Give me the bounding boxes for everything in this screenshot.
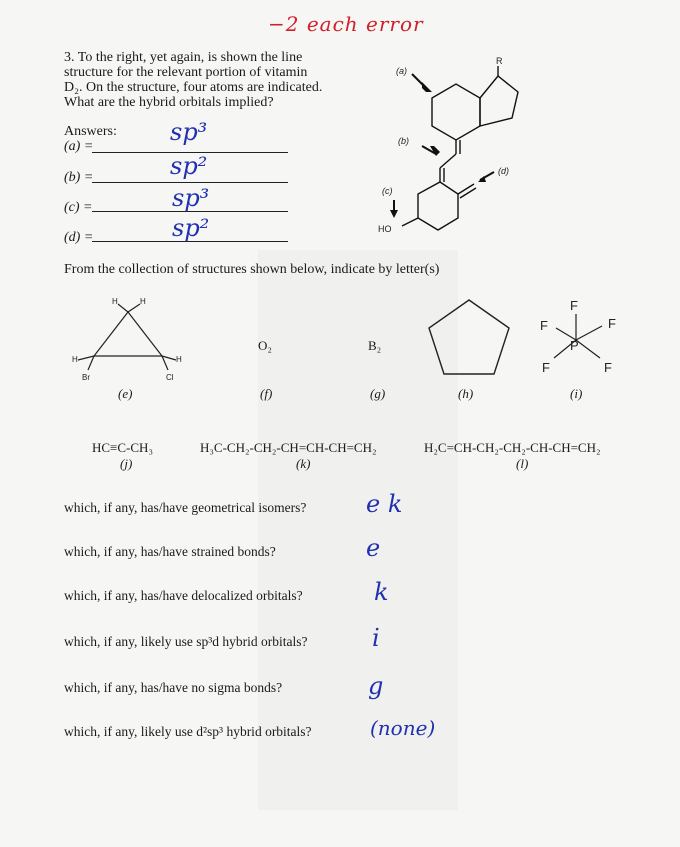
question-line-1: 3. To the right, yet again, is shown the line xyxy=(64,50,303,65)
collection-instruction: From the collection of structures shown below, indicate by letter(s) xyxy=(64,262,440,277)
structure-i-pf5 xyxy=(530,292,630,382)
answer-b-value: sp² xyxy=(170,152,208,180)
question-geometrical-isomers: which, if any, has/have geometrical isomers? xyxy=(64,500,307,515)
answer-geometrical-isomers: e k xyxy=(366,490,403,518)
answer-delocalized-orbitals: k xyxy=(374,578,389,606)
atom-cl: Cl xyxy=(166,373,174,382)
label-b: (b) xyxy=(398,136,409,146)
answer-a-label: (a) = xyxy=(64,139,94,154)
answers-label: Answers: xyxy=(64,124,117,139)
label-d: (d) xyxy=(498,166,509,176)
answer-d-value: sp² xyxy=(172,214,210,242)
grading-note: −2 each error xyxy=(268,12,424,36)
answer-no-sigma-bonds: g xyxy=(368,672,384,700)
letter-j: (j) xyxy=(120,456,133,471)
label-a: (a) xyxy=(396,66,407,76)
label-r: R xyxy=(496,56,503,66)
letter-i: (i) xyxy=(570,386,583,401)
question-line-2: structure for the relevant portion of vitamin xyxy=(64,65,308,80)
arrow-a xyxy=(422,82,432,92)
hydrindane-five-ring xyxy=(480,76,518,126)
answer-c-label: (c) = xyxy=(64,200,93,215)
atom-h2: H xyxy=(140,297,146,306)
question-no-sigma-bonds: which, if any, has/have no sigma bonds? xyxy=(64,680,283,695)
structure-h-cyclopentane xyxy=(424,294,514,380)
question-strained-bonds: which, if any, has/have strained bonds? xyxy=(64,544,276,559)
letter-e: (e) xyxy=(118,386,133,401)
atom-h3: H xyxy=(72,355,78,364)
structure-e-cyclopropane xyxy=(64,290,194,390)
atom-p: P xyxy=(570,338,579,353)
letter-l: (l) xyxy=(516,456,529,471)
answer-a-value: sp³ xyxy=(170,118,208,146)
atom-f-ul: F xyxy=(540,318,548,333)
atom-f-lr: F xyxy=(604,360,612,375)
formula-j: HC≡C-CH₃ xyxy=(92,440,153,455)
arrow-d xyxy=(480,172,494,180)
letter-f: (f) xyxy=(260,386,273,401)
answer-b-label: (b) = xyxy=(64,170,94,185)
answer-d2sp3-orbitals: (none) xyxy=(370,716,436,740)
formula-f: O₂ xyxy=(258,338,272,353)
atom-f-top: F xyxy=(570,298,578,313)
atom-f-ur: F xyxy=(608,316,616,331)
atom-f-ll: F xyxy=(542,360,550,375)
hydrindane-six-ring xyxy=(432,84,480,140)
letter-k: (k) xyxy=(296,456,311,471)
answer-sp3d-orbitals: i xyxy=(372,624,380,652)
letter-g: (g) xyxy=(370,386,386,401)
question-3-text xyxy=(64,50,364,110)
formula-l: H₂C=CH-CH₂-CH₂-CH-CH=CH₂ xyxy=(424,440,601,455)
formula-g: B₂ xyxy=(368,338,382,353)
vitamin-d2-structure xyxy=(360,50,540,250)
atom-h4: H xyxy=(176,355,182,364)
question-d2sp3-orbitals: which, if any, likely use d²sp³ hybrid orbitals? xyxy=(64,724,312,739)
letter-h: (h) xyxy=(458,386,474,401)
question-line-3: D₂. On the structure, four atoms are indicated. xyxy=(64,80,323,95)
atom-h1: H xyxy=(112,297,118,306)
answer-b-line xyxy=(92,182,288,183)
answer-d-label: (d) = xyxy=(64,230,94,245)
question-sp3d-orbitals: which, if any, likely use sp³d hybrid orbitals? xyxy=(64,634,308,649)
answer-c-value: sp³ xyxy=(172,184,210,212)
answer-strained-bonds: e xyxy=(366,534,381,562)
question-delocalized-orbitals: which, if any, has/have delocalized orbitals? xyxy=(64,588,303,603)
formula-k: H₃C-CH₂-CH₂-CH=CH-CH=CH₂ xyxy=(200,440,377,455)
question-line-4: What are the hybrid orbitals implied? xyxy=(64,95,274,110)
label-ho: HO xyxy=(378,224,392,234)
label-c: (c) xyxy=(382,186,393,196)
a-ring xyxy=(418,182,458,230)
atom-br: Br xyxy=(82,373,90,382)
